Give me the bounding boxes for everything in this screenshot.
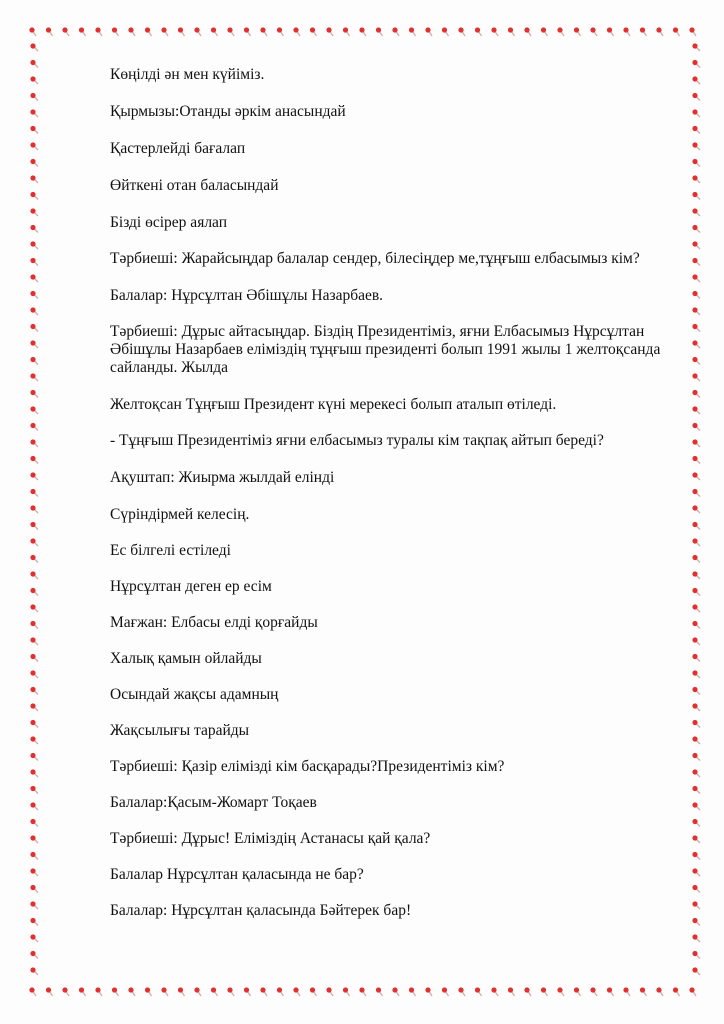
pin-icon	[30, 720, 38, 728]
pin-icon	[30, 835, 38, 843]
pin-icon	[692, 967, 700, 975]
pin-icon	[310, 27, 317, 36]
paragraph-8: Тәрбиеші: Дұрыс айтасыңдар. Біздің Президентіміз, яғни Елбасымыз Нұрсұлтан Әбішұлы Назарбаев еліміздің тұңғыш президенті болып 1991 жылы 1 желтоқсанда сайланды. Жылда	[110, 323, 661, 376]
pin-icon	[541, 27, 548, 36]
pin-icon	[30, 175, 38, 183]
pin-icon	[277, 987, 284, 996]
paragraph-7: Балалар: Нұрсұлтан Әбішұлы Назарбаев.	[110, 287, 384, 304]
pin-icon	[30, 423, 38, 431]
pin-icon	[30, 258, 38, 266]
pin-icon	[692, 934, 700, 942]
pin-icon	[30, 802, 38, 810]
pin-icon	[392, 27, 399, 36]
pin-icon	[277, 27, 284, 36]
pin-icon	[30, 703, 38, 711]
pin-icon	[30, 852, 38, 860]
pin-icon	[623, 27, 630, 36]
pin-icon	[30, 967, 38, 975]
pin-icon	[692, 489, 700, 497]
pin-icon	[128, 987, 135, 996]
pin-icon	[30, 621, 38, 629]
pin-icon	[656, 27, 663, 36]
pin-icon	[30, 43, 38, 51]
pin-icon	[30, 934, 38, 942]
pin-icon	[409, 987, 416, 996]
paragraph-12: Сүріндірмей келесің.	[110, 506, 250, 523]
pin-icon	[692, 901, 700, 909]
pin-icon	[145, 27, 152, 36]
pin-icon	[692, 472, 700, 480]
pin-icon	[692, 769, 700, 777]
pin-icon	[310, 987, 317, 996]
pin-icon	[112, 987, 119, 996]
pin-icon	[30, 753, 38, 761]
pin-icon	[244, 987, 251, 996]
pin-icon	[692, 291, 700, 299]
pin-icon	[692, 604, 700, 612]
paragraph-19: Тәрбиеші: Қазір елімізді кім басқарады?Президентіміз кім?	[110, 758, 505, 775]
pin-icon	[30, 588, 38, 596]
pin-icon	[692, 720, 700, 728]
paragraph-22: Балалар Нұрсұлтан қаласында не бар?	[110, 866, 364, 883]
paragraph-3: Қастерлейді бағалап	[110, 140, 246, 157]
pin-icon	[692, 258, 700, 266]
pin-icon	[557, 27, 564, 36]
pin-icon	[30, 489, 38, 497]
pin-icon	[640, 987, 647, 996]
pin-icon	[128, 27, 135, 36]
pin-icon	[692, 93, 700, 101]
pin-icon	[392, 987, 399, 996]
pin-icon	[692, 456, 700, 464]
pin-icon	[30, 142, 38, 150]
pin-icon	[62, 27, 69, 36]
pin-icon	[692, 753, 700, 761]
pin-icon	[30, 769, 38, 777]
pin-icon	[692, 505, 700, 513]
pin-icon	[425, 27, 432, 36]
pin-icon	[491, 987, 498, 996]
pin-icon	[30, 951, 38, 959]
pin-icon	[30, 522, 38, 530]
pin-icon	[326, 987, 333, 996]
pin-icon	[30, 373, 38, 381]
pin-icon	[692, 142, 700, 150]
pin-icon	[475, 27, 482, 36]
pin-icon	[692, 835, 700, 843]
pin-icon	[442, 27, 449, 36]
pin-icon	[95, 987, 102, 996]
pin-icon	[692, 390, 700, 398]
pin-icon	[475, 987, 482, 996]
pin-icon	[62, 987, 69, 996]
pin-icon	[692, 885, 700, 893]
pin-icon	[29, 27, 36, 36]
pin-icon	[692, 60, 700, 68]
pin-icon	[692, 159, 700, 167]
paragraph-16: Халық қамын ойлайды	[110, 650, 262, 667]
pin-icon	[491, 27, 498, 36]
pin-icon	[30, 555, 38, 563]
pin-icon	[692, 373, 700, 381]
paragraph-18: Жақсылығы тарайды	[110, 722, 250, 739]
pin-icon	[30, 208, 38, 216]
pin-icon	[30, 604, 38, 612]
pin-icon	[30, 390, 38, 398]
paragraph-5: Бізді өсірер аялап	[110, 214, 228, 231]
pin-icon	[46, 987, 53, 996]
pin-icon	[508, 27, 515, 36]
pin-icon	[30, 901, 38, 909]
pin-icon	[79, 27, 86, 36]
pin-icon	[692, 439, 700, 447]
pin-icon	[692, 175, 700, 183]
pin-icon	[692, 192, 700, 200]
pin-icon	[30, 109, 38, 117]
pin-icon	[30, 60, 38, 68]
pin-icon	[30, 571, 38, 579]
pin-icon	[692, 225, 700, 233]
pin-icon	[30, 654, 38, 662]
pin-icon	[293, 27, 300, 36]
paragraph-11: Ақуштап: Жиырма жылдай елінді	[110, 469, 335, 486]
pin-icon	[30, 885, 38, 893]
pin-icon	[692, 307, 700, 315]
pin-icon	[607, 987, 614, 996]
paragraph-10: - Тұңғыш Президентіміз яғни елбасымыз туралы кім тақпақ айтып береді?	[110, 432, 604, 449]
pin-icon	[425, 987, 432, 996]
pin-icon	[524, 987, 531, 996]
pin-icon	[326, 27, 333, 36]
pin-icon	[640, 27, 647, 36]
pin-icon	[46, 27, 53, 36]
pin-icon	[692, 340, 700, 348]
pin-icon	[30, 225, 38, 233]
pin-icon	[30, 307, 38, 315]
pin-icon	[689, 987, 696, 996]
pin-icon	[458, 27, 465, 36]
pin-icon	[541, 987, 548, 996]
paragraph-15: Мағжан: Елбасы елді қорғайды	[110, 614, 318, 631]
pin-icon	[692, 76, 700, 84]
pin-icon	[692, 819, 700, 827]
pin-icon	[692, 208, 700, 216]
pin-icon	[692, 918, 700, 926]
pin-icon	[590, 27, 597, 36]
pin-icon	[30, 687, 38, 695]
pin-icon	[30, 357, 38, 365]
pin-icon	[692, 588, 700, 596]
pin-icon	[30, 786, 38, 794]
pin-icon	[557, 987, 564, 996]
pin-icon	[692, 703, 700, 711]
pin-icon	[692, 802, 700, 810]
pin-icon	[692, 555, 700, 563]
paragraph-17: Осындай жақсы адамның	[110, 686, 279, 703]
pin-icon	[30, 456, 38, 464]
pin-icon	[689, 27, 696, 36]
pin-icon	[145, 987, 152, 996]
pin-icon	[607, 27, 614, 36]
pin-icon	[359, 987, 366, 996]
pin-icon	[692, 241, 700, 249]
pin-icon	[227, 987, 234, 996]
pin-icon	[692, 324, 700, 332]
pin-icon	[260, 987, 267, 996]
pin-icon	[30, 505, 38, 513]
pin-icon	[30, 736, 38, 744]
pin-icon	[376, 987, 383, 996]
pin-icon	[590, 987, 597, 996]
paragraph-23: Балалар: Нұрсұлтан қаласында Бәйтерек бар!	[110, 902, 412, 919]
pin-icon	[30, 439, 38, 447]
pin-icon	[30, 538, 38, 546]
pin-icon	[260, 27, 267, 36]
pin-icon	[293, 987, 300, 996]
pin-icon	[343, 27, 350, 36]
pin-icon	[574, 27, 581, 36]
pin-icon	[692, 868, 700, 876]
pin-icon	[343, 987, 350, 996]
paragraph-1: Көңілді ән мен күйіміз.	[110, 66, 265, 83]
pin-icon	[359, 27, 366, 36]
pin-icon	[692, 736, 700, 744]
pin-icon	[692, 406, 700, 414]
pin-icon	[30, 819, 38, 827]
pin-icon	[692, 538, 700, 546]
pin-icon	[30, 637, 38, 645]
pin-icon	[30, 76, 38, 84]
pin-icon	[692, 43, 700, 51]
pin-icon	[656, 987, 663, 996]
pin-icon	[161, 987, 168, 996]
pin-icon	[692, 951, 700, 959]
pin-icon	[30, 93, 38, 101]
pin-icon	[30, 324, 38, 332]
pin-icon	[30, 159, 38, 167]
pin-icon	[30, 406, 38, 414]
pin-icon	[442, 987, 449, 996]
pin-icon	[30, 472, 38, 480]
pin-icon	[29, 987, 36, 996]
pin-icon	[692, 522, 700, 530]
pin-icon	[692, 687, 700, 695]
pin-icon	[161, 27, 168, 36]
pin-icon	[692, 670, 700, 678]
pin-icon	[178, 27, 185, 36]
paragraph-2: Қырмызы:Отанды әркім анасындай	[110, 103, 346, 120]
pin-icon	[211, 987, 218, 996]
pin-icon	[30, 868, 38, 876]
pin-icon	[623, 987, 630, 996]
pin-icon	[30, 291, 38, 299]
pin-icon	[692, 637, 700, 645]
pin-icon	[30, 126, 38, 134]
pin-icon	[673, 27, 680, 36]
pin-icon	[244, 27, 251, 36]
pin-icon	[30, 241, 38, 249]
pin-icon	[692, 274, 700, 282]
pin-icon	[574, 987, 581, 996]
pin-icon	[692, 852, 700, 860]
pin-icon	[409, 27, 416, 36]
pin-icon	[30, 670, 38, 678]
paragraph-13: Ес білгелі естіледі	[110, 542, 231, 559]
paragraph-20: Балалар:Қасым-Жомарт Тоқаев	[110, 794, 317, 811]
pin-icon	[30, 274, 38, 282]
paragraph-6: Тәрбиеші: Жарайсыңдар балалар сендер, білесіңдер ме,тұңғыш елбасымыз кім?	[110, 250, 640, 267]
pin-icon	[692, 786, 700, 794]
pin-icon	[79, 987, 86, 996]
pin-icon	[112, 27, 119, 36]
pin-icon	[673, 987, 680, 996]
paragraph-4: Өйткені отан баласындай	[110, 177, 279, 194]
paragraph-14: Нұрсұлтан деген ер есім	[110, 578, 272, 595]
pin-icon	[508, 987, 515, 996]
pin-icon	[458, 987, 465, 996]
pin-icon	[30, 918, 38, 926]
pin-icon	[227, 27, 234, 36]
pin-icon	[692, 621, 700, 629]
pin-icon	[95, 27, 102, 36]
pin-icon	[194, 987, 201, 996]
pin-icon	[194, 27, 201, 36]
pin-icon	[692, 654, 700, 662]
pin-icon	[524, 27, 531, 36]
pin-icon	[692, 571, 700, 579]
pin-icon	[178, 987, 185, 996]
pin-icon	[692, 357, 700, 365]
pin-icon	[692, 109, 700, 117]
paragraph-21: Тәрбиеші: Дұрыс! Еліміздің Астанасы қай қала?	[110, 830, 431, 847]
pin-icon	[692, 423, 700, 431]
pin-icon	[30, 340, 38, 348]
pin-icon	[211, 27, 218, 36]
paragraph-9: Желтоқсан Тұңғыш Президент күні мерекесі болып аталып өтіледі.	[110, 396, 557, 413]
pin-icon	[376, 27, 383, 36]
pin-icon	[30, 192, 38, 200]
pin-icon	[692, 126, 700, 134]
